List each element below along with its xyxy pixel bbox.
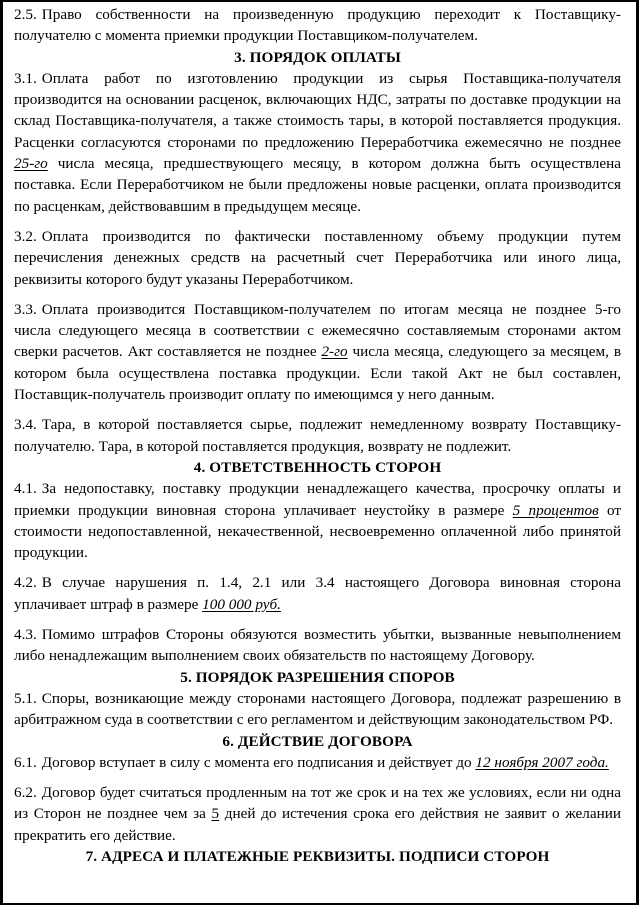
section-heading-6: 6. ДЕЙСТВИЕ ДОГОВОРА	[222, 732, 413, 750]
document-content	[14, 4, 621, 867]
clause-4-3	[14, 624, 621, 667]
clause-3-3	[14, 299, 621, 405]
clause-3-1	[14, 68, 621, 217]
clause-text-part-2: числа месяца, предшествующего месяцу, в котором должна быть осуществлена поставка. Если Переработчиком не были предложены новые расценки, оплата производится по расценкам, действовавшим в предыдущем месяце.	[14, 155, 621, 215]
clause-text: Оплата производится по фактически поставленному объему продукции путем перечисления денежных средств на расчетный счет Переработчика или иного лица, реквизиты которого будут указаны Переработчиком.	[14, 227, 621, 288]
clause-text-part-1: В случае нарушения п. 1.4, 2.1 или 3.4 настоящего Договора виновная сторона уплачивает штраф в размере	[14, 574, 621, 613]
clause-3-4	[14, 414, 621, 457]
clause-3-2	[14, 226, 621, 290]
clause-text-part-1: Договор вступает в силу с момента его подписания и действует до	[41, 753, 476, 771]
clause-text: Помимо штрафов Стороны обязуются возместить убытки, вызванные невыполнением либо ненадлежащим выполнением своих обязательств по настоящему Договору.	[14, 626, 621, 665]
clause-2-5	[14, 4, 621, 47]
clause-text-part-1: Оплата производится Поставщиком-получателем по итогам месяца не позднее 5-го числа следующего месяца в соответствии с ежемесячно составляемым сторонами актом сверки расчетов. Акт составляется не позднее	[14, 300, 621, 361]
emphasized-value-2nd: 2-го	[321, 343, 348, 361]
clause-6-1	[14, 752, 621, 773]
section-heading-3: 3. ПОРЯДОК ОПЛАТЫ	[234, 48, 401, 66]
clause-text: Право собственности на произведенную продукцию переходит к Поставщику-получателю с момента приемки продукции Поставщиком-получателем.	[14, 6, 621, 45]
emphasized-value-fine-amount: 100 000 руб.	[202, 595, 281, 613]
clause-number: 3.2.	[14, 227, 37, 245]
clause-number: 6.1.	[14, 753, 37, 771]
clause-text-part-1: За недопоставку, поставку продукции ненадлежащего качества, просрочку оплаты и приемки продукции виновная сторона уплачивает неустойку в размере	[14, 480, 621, 519]
section-heading-4: 4. ОТВЕТСТВЕННОСТЬ СТОРОН	[193, 458, 442, 476]
clause-6-2	[14, 782, 621, 846]
clause-number: 3.1.	[14, 69, 37, 87]
clause-text-part-2: от стоимости недопоставленной, некачественной, несвоевременно оплаченной либо принятой продукции.	[14, 501, 622, 562]
clause-text: Споры, возникающие между сторонами настоящего Договора, подлежат разрешению в арбитражном суда в соответствии с его регламентом и действующим законодательством РФ.	[14, 689, 621, 729]
clause-4-2	[14, 572, 621, 615]
clause-number: 3.3.	[14, 300, 37, 318]
clause-number: 5.1.	[14, 689, 37, 707]
clause-4-1	[14, 478, 621, 563]
clause-text-part-1: Оплата работ по изготовлению продукции из сырья Поставщика-получателя производится на основании расценок, включающих НДС, затраты по доставке продукции на склад Поставщика-получателя, а также стоимость тары, в которой поставляется продукция. Расценки согласуются сторонами по предложению Переработчика ежемесячно не позднее	[14, 69, 621, 151]
emphasized-value-penalty-percent: 5 процентов	[512, 501, 599, 519]
clause-text-part-2: дней до истечения срока его действия не заявит о желании прекратить его действие.	[14, 805, 622, 844]
clause-number: 4.2.	[14, 574, 37, 592]
clause-text-part-2: числа месяца, следующего за месяцем, в котором была осуществлена поставка продукции. Если такой Акт не был составлен, Поставщик-получатель производит оплату по имеющимся у него данным.	[14, 343, 621, 404]
clause-number: 3.4.	[14, 416, 37, 434]
clause-text: Тара, в которой поставляется сырье, подлежит немедленному возврату Поставщику-получателю. Тара, в которой поставляется продукция, возврату не подлежит.	[14, 416, 621, 455]
clause-number: 6.2.	[14, 784, 37, 802]
clause-text-part-1: Договор будет считаться продленным на тот же срок и на тех же условиях, если ни одна из Сторон не позднее чем за	[14, 784, 621, 823]
emphasized-value-25th: 25-го	[14, 155, 48, 173]
clause-number: 2.5.	[14, 6, 37, 23]
clause-number: 4.1.	[14, 480, 37, 498]
clause-5-1	[14, 688, 621, 731]
emphasized-value-expiry-date: 12 ноября 2007 года.	[475, 753, 609, 771]
section-heading-7: 7. АДРЕСА И ПЛАТЕЖНЫЕ РЕКВИЗИТЫ. ПОДПИСИ СТОРОН	[85, 847, 550, 865]
emphasized-value-notice-days: 5	[211, 805, 220, 823]
section-heading-5: 5. ПОРЯДОК РАЗРЕШЕНИЯ СПОРОВ	[180, 668, 455, 686]
clause-number: 4.3.	[14, 626, 37, 644]
